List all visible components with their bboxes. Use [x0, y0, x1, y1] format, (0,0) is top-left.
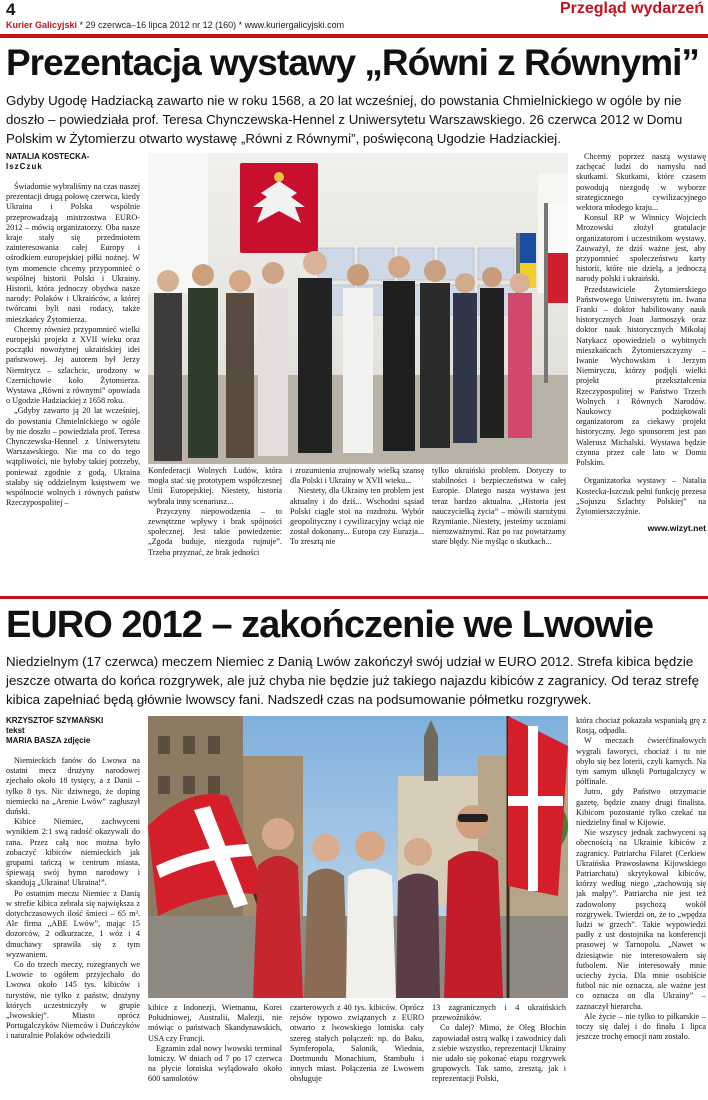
paragraph: Przyczyny niepowodzenia – to zewnętrzne wpływy i brak spójności społecznej. Jest takie powiedzenie: „Zgoda buduje, niezgoda rujnuje”. Trzeba przyznać, że brak jedności — [148, 506, 282, 557]
article1-col5 — [576, 152, 706, 592]
web-credit: www.wizyt.net — [647, 523, 706, 534]
article2-col2 — [148, 1003, 282, 1097]
brand-name: Kurier Galicyjski — [6, 20, 78, 30]
article1-col4 — [432, 466, 566, 586]
fans-photo — [148, 716, 568, 998]
paragraph: Co dalej? Mimo, że Oleg Błochin zapowiadał ostrą walkę i zawodnicy dali z siebie wszystko, reprezentacji Ukrainy nie udało się pokonać etapu rozgrywek grupowych. Tak samo, zresztą, jak i reprezentacji Polski, — [432, 1023, 566, 1084]
page-number: 4 — [6, 0, 16, 19]
article2-title: EURO 2012 – zakończenie we Lwowie — [6, 604, 654, 646]
article2-photo-credit: MARIA BASZA zdjęcie — [6, 736, 91, 745]
paragraph: która chociaż pokazała wspaniałą grę z Rosją, odpadła. — [576, 716, 706, 736]
masthead — [6, 20, 344, 30]
paragraph: Świadomie wybraliśmy na czas naszej prezentacji drugą połowę czerwca, kiedy Ukraina i Polska wspólnie przeprowadzają mistrzostwa EURO-2012 – mówią organizatorzy. Oba nasze kraje stały się przedmiotem zainteresowania całej Europy i ośrodkiem europejskiej piłki nożnej. W tym momencie chcemy przypomnieć o wspólnej historii Polski i Ukrainy. Historii, która jednoczy obydwa nasze narody: Polaków i Ukraińców, a której twórcami byli nasi rodacy, także mieszkańcy Żytomierza. — [6, 182, 140, 324]
paragraph: Egzamin zdał nowy lwowski terminal lotniczy. W dniach od 7 po 17 czerwca na płycie lotniska wylądowało około 600 samolotów — [148, 1043, 282, 1084]
article1-col2 — [148, 466, 282, 586]
paragraph: Chcemy również przypomnieć wielki europejski projekt z XVII wieku oraz początki nowożytnej ukraińskiej idei państwowej. Jej autorem był Jerzy Niemirycz – szlachcic, urodzony w Czernichowie koło Żytomierza. Wystawa „Równi z równymi” opowiada o Ugodzie Hadziackiej z 1658 roku. — [6, 324, 140, 406]
article2-col1 — [6, 716, 140, 1096]
exhibition-photo — [148, 153, 568, 464]
paragraph: Kibice Niemiec, zachwyceni wynikiem 2:1 swą radość okazywali do rana. Przez całą noc można było zobaczyć kibiców niemieckich jak grupami tańczą w centrum miasta, śpiewają swój hymn narodowy i skandują „Ukraina! Ukraina!”. — [6, 817, 140, 888]
article1-lead: Gdyby Ugodę Hadziacką zawarto nie w roku 1568, a 20 lat wcześniej, do powstania Chmielnickiego w ogóle by nie doszło – powiedziała prof. Teresa Chynczewska-Hennel z Uniwersytetu Warszawskiego. 26 czerwca 2012 w Domu Polskim w Żytomierzu otwarto wystawę „Równi z Równymi”, poświęconą Ugodzie Hadziackiej. — [6, 93, 683, 146]
header-rule — [0, 34, 708, 38]
article2-author: KRZYSZTOF SZYMAŃSKI — [6, 716, 104, 725]
paragraph: Co do trzech meczy, rozegranych we Lwowie to ogółem przyjechało do Lwowa około 145 tys. kibiców i turystów, nie tylko z państw, drużyny których uczestniczyły w grupie „lwowskiej”. Miasto oprócz Portugalczyków Niemców i Duńczyków i naturalnie Polaków odwiedzili — [6, 960, 140, 1041]
article2-col5 — [576, 716, 706, 1097]
paragraph: Przedstawiciele Żytomierskiego Państwowego Uniwersytetu im. Iwana Franki – doktor habilitowany nauk historycznych Joan Jarmoszyk oraz doktor nauk historycznych Mikołaj Natykacz opowiedzieli o wybitnych mieszkańcach Żytomierszczyzny – Iwanie Wychowskim i Jerzym Niemiryczu, którzy podjęli wielki projekt przekształcenia Rzeczypospolitej w Państwo Trzech Wolnych i Równych Narodów. Naukowcy podziękowali organizatorom za ciekawy projekt historyczny. Jego sponsorem jest pan Walerusz Michalski. Wystawa będzie czynna przez całe lato w Domu Polskim. — [576, 284, 706, 468]
page-header — [0, 0, 708, 34]
article1-col1 — [6, 152, 140, 586]
article2-lead: Niedzielnym (17 czerwca) meczem Niemiec z Danią Lwów zakończył swój udział w EURO 2012. Strefa kibica będzie jeszcze otwarta do końca rozgrywek, ale już chyba nie będzie już takiego najazdu kibiców z zagranicy. Od teraz strefę kibica zapełniać będą głównie lwowscy fani. Nadszedł czas na podsumowanie półmetku rozgrywek. — [6, 654, 700, 707]
article2-author-role: tekst — [6, 726, 25, 735]
paragraph: Niestety, dla Ukrainy ten problem jest aktualny i do dziś... Wschodni sąsiad Polski ciągle stoi na rozdrożu. Wybór geopolityczny i cywilizacyjny wciąż nie został dokonany... Europa czy Eurazja... To zresztą nie — [290, 486, 424, 547]
article-divider — [0, 596, 708, 599]
paragraph: czarterowych z 40 tys. kibiców. Oprócz rejsów typowo związanych z EURO otwarto z lwowskiego lotniska cały szereg stałych połączeń: np. do Baku, Symferopola, Salonik, Wiednia, Dortmundu Monachium, Stambułu i innych miast. Połączenia ze Lwowem obsługuje — [290, 1003, 424, 1084]
paragraph: Po ostatnim meczu Niemiec z Danią w strefie kibica zebrała się największa z dotychczasowych ilość śmieci – 65 m³. Ale firma „ABE Lwów”, mając 15 dozorców, 2 odkurzacze, 1 wóz i 4 dmuchawy sprawiła się z tym wyzwaniem. — [6, 888, 140, 959]
paragraph: i zrozumienia zrujnowały wielką szansę dla Polski i Ukrainy w XVII wieku... — [290, 466, 424, 486]
polish-eagle-emblem-icon — [240, 163, 318, 253]
paragraph: Jutro, gdy Państwo otrzymacie gazetę, będzie znany drugi finalista. Kibicom pozostanie tylko czekać na niedzielny finał w Kijowie. — [576, 787, 706, 828]
exhibition-photo-image — [148, 153, 568, 464]
paragraph: Ale życie – nie tylko to piłkarskie – toczy się dalej i do finału 1 lipca jeszcze trochę emocji nam zostało. — [576, 1011, 706, 1042]
paragraph: Organizatorka wystawy – Natalia Kostecka-Iszczuk pełni funkcję prezesa „Sojuszu Szlachty Polskiej” na Żytomierszczyźnie. — [576, 476, 706, 516]
paragraph: „Gdyby zawarto ją 20 lat wcześniej, do powstania Chmielnickiego w ogóle by nie doszło – powiedziała prof. Teresa Chynczewska-Hennel z Uniwersytetu Warszawskiego. Nie ma co do tego wątpliwości, nie byłoby takiej potrzeby, ponieważ zgodnie z godą, Ukraina stałaby się oddzielnym księstwem we wspólnocie wolnych i równych państw Rzeczypospolitej – — [6, 406, 140, 508]
paragraph: 13 zagranicznych i 4 ukraińskich przewoźników. — [432, 1003, 566, 1023]
paragraph: Konsul RP w Winnicy Wojciech Mrozowski złożył gratulacje organizatorom i uczestnikom wystawy. Zauważył, że dziś ważne jest, aby przypomnieć społeczeństwu karty historii, które nie dzielą, a jednoczą narody polski i ukraiński. — [576, 213, 706, 284]
article2-col4 — [432, 1003, 566, 1097]
article1-author-surname: IszCzuk — [6, 162, 43, 171]
section-title: Przegląd wydarzeń — [559, 0, 704, 17]
article1-author: NATALIA KOSTECKA- — [6, 152, 90, 161]
paragraph: Konfederacji Wolnych Ludów, która mogła stać się prototypem współczesnej Unii Europejskiej. Niestety, historia wybrała inny scenariusz... — [148, 466, 282, 506]
fans-photo-image — [148, 716, 568, 998]
paragraph: Niemieckich fanów do Lwowa na ostatni mecz drużyny narodowej zjechało około 18 tysięcy, a z Danii – tylko 8 tys. Nic dziwnego, że doping niemiecki na „Arenie Lwów” zagłuszył duński. — [6, 756, 140, 817]
article1-col3 — [290, 466, 424, 586]
paragraph: Nie wszyscy jednak zachwyceni są obecnością na Ukrainie kibiców z zagranicy. Patriarcha Filaret (Cerkiew Ukraińska Prawosławna Kijowskiego Patriarchatu) skrytykował kibiców, którzy według niego „zachowują się jak małpy”. Patriarcha nie jest też zadowolony psychozą wokół rozgrywek. Twierdzi on, że to „wpędza ludzi w grzech”. Takie wypowiedzi padły z ust dostojnika na konferencji prasowej w Tarnopolu. „Nawet w dziesiątwie nie interesowałem się futbolem. Nie interesowały mnie uciechy życia. Dla mnie osobiście futbol nic nie oznacza, ale ważne jest co oznacza on dla Ukrainy” – zaznaczył hierarcha. — [576, 828, 706, 1011]
paragraph: tylko ukraiński problem. Dotyczy to stabilności i bezpieczeństwa w całej Europie. Dlatego nasza wystawa jest teraz bardzo aktualna. „Historia jest nauczycielką życia” – mówili starożytni Rzymianie. Niestety, jesteśmy uczniami nierozważnymi. Raz po raz powtarzamy stare błędy. Nie myśląc o skutkach... — [432, 466, 566, 547]
paragraph: kibice z Indonezji, Wietnamu, Korei Południowej, Australii, Malezji, nie mówiąc o państwach Skandynawskich, USA czy Francji. — [148, 1003, 282, 1043]
paragraph: Chcemy poprzez naszą wystawę zachęcać ludzi do namysłu nad skutkami. Skutkami, które czasem powodują niezgodę w wyborze strategicznego cywilizacyjnego wektora młodego kraju... — [576, 152, 706, 213]
article2-col3 — [290, 1003, 424, 1097]
issue-info: * 29 czerwca–16 lipca 2012 nr 12 (160) * www.kuriergalicyjski.com — [77, 20, 345, 30]
paragraph: W meczach ćwierćfinałowych wygrali faworyci, chociaż i tu nie obyło się bez loterii, czyli karnych. Na tym samym ulknęli Portugalczycy w półfinale. — [576, 736, 706, 787]
article1-title: Prezentacja wystawy „Równi z Równymi” — [6, 42, 699, 83]
